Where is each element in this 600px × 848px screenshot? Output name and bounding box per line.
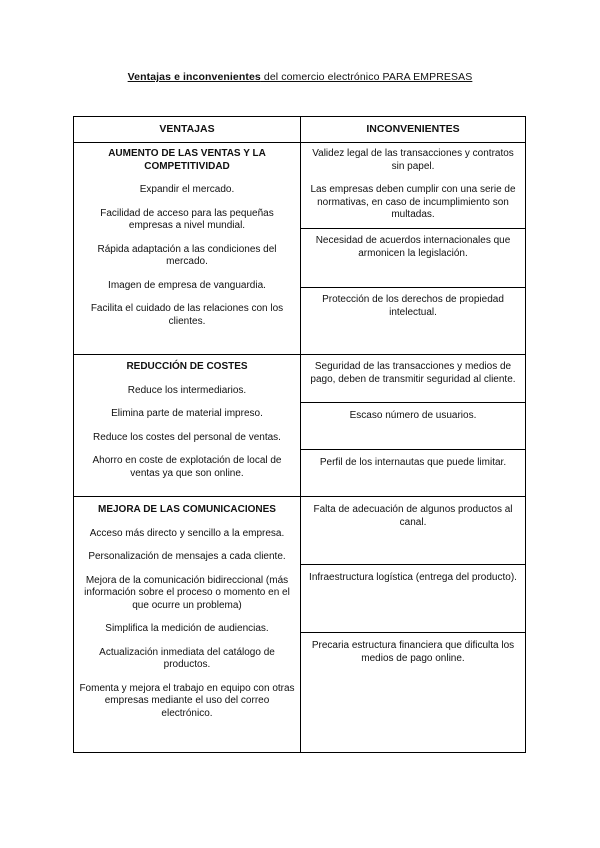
- list-item: Simplifica la medición de audiencias.: [105, 623, 269, 634]
- row-divider: [300, 228, 525, 229]
- inconveniente-cell: [301, 410, 525, 434]
- list-item: Protección de los derechos de propiedad intelectual.: [322, 294, 504, 318]
- row-divider: [300, 449, 525, 450]
- section-ventajas-3: [74, 504, 300, 731]
- row-divider: [74, 142, 525, 143]
- list-item: Facilita el cuidado de las relaciones con los clientes.: [90, 303, 284, 327]
- list-item: Elimina parte de material impreso.: [111, 408, 263, 419]
- list-item: Mejora de la comunicación bidireccional (más información sobre el proceso o momento en el que ocurre un problema): [84, 574, 290, 611]
- list-item: Personalización de mensajes a cada cliente.: [88, 551, 286, 562]
- list-item: Reduce los costes del personal de ventas.: [93, 431, 281, 443]
- row-divider: [300, 632, 525, 633]
- inconveniente-cell: [301, 640, 525, 676]
- list-item: Reduce los intermediarios.: [127, 384, 247, 396]
- row-divider: [300, 564, 525, 565]
- list-item: Ahorro en coste de explotación de local de ventas ya que son online.: [92, 455, 282, 479]
- list-item: Las empresas deben cumplir con una serie de normativas, en caso de incumplimiento son multadas.: [310, 184, 516, 220]
- list-item: Precaria estructura financiera que dificulta los medios de pago online.: [311, 640, 515, 664]
- list-item: Validez legal de las transacciones y contratos sin papel.: [312, 148, 514, 172]
- row-divider: [300, 287, 525, 288]
- section-title: AUMENTO DE LAS VENTAS Y LA COMPETITIVIDAD: [108, 148, 266, 172]
- section-title: MEJORA DE LAS COMUNICACIONES: [98, 504, 276, 515]
- row-divider: [300, 402, 525, 403]
- list-item: Seguridad de las transacciones y medios de pago, deben de transmitir seguridad al cliente.: [310, 361, 516, 385]
- section-divider: [74, 496, 525, 497]
- comparison-table: [73, 116, 526, 753]
- list-item: Actualización inmediata del catálogo de productos.: [99, 646, 275, 670]
- list-item: Fomenta y mejora el trabajo en equipo con otras empresas mediante el uso del correo electrónico.: [79, 682, 295, 719]
- list-item: Imagen de empresa de vanguardia.: [108, 279, 266, 291]
- inconveniente-cell: [301, 148, 525, 233]
- list-item: Acceso más directo y sencillo a la empresa.: [89, 527, 285, 539]
- list-item: Necesidad de acuerdos internacionales que armonicen la legislación.: [315, 235, 511, 259]
- list-item: Perfil de los internautas que puede limitar.: [319, 457, 507, 468]
- list-item: Falta de adecuación de algunos productos al canal.: [313, 504, 513, 528]
- list-item: Expandir el mercado.: [139, 184, 235, 195]
- inconveniente-cell: [301, 504, 525, 540]
- section-title: REDUCCIÓN DE COSTES: [126, 361, 248, 372]
- list-item: Escaso número de usuarios.: [349, 410, 477, 421]
- section-ventajas-2: [74, 361, 300, 491]
- section-divider: [74, 354, 525, 355]
- title-bold: Ventajas e inconvenientes: [127, 71, 261, 83]
- title-rest: del comercio electrónico PARA EMPRESAS: [260, 71, 473, 83]
- list-item: Rápida adaptación a las condiciones del mercado.: [97, 243, 277, 267]
- inconveniente-cell: [301, 235, 525, 271]
- header-inconvenientes: INCONVENIENTES: [366, 123, 460, 135]
- inconveniente-cell: [301, 294, 525, 330]
- list-item: Facilidad de acceso para las pequeñas empresas a nivel mundial.: [100, 207, 274, 231]
- inconveniente-cell: [301, 361, 525, 397]
- list-item: Infraestructura logística (entrega del producto).: [309, 572, 517, 583]
- page-title: [0, 71, 600, 83]
- header-ventajas: VENTAJAS: [159, 123, 215, 135]
- inconveniente-cell: [301, 457, 525, 481]
- section-ventajas-1: [74, 148, 300, 339]
- inconveniente-cell: [301, 572, 525, 596]
